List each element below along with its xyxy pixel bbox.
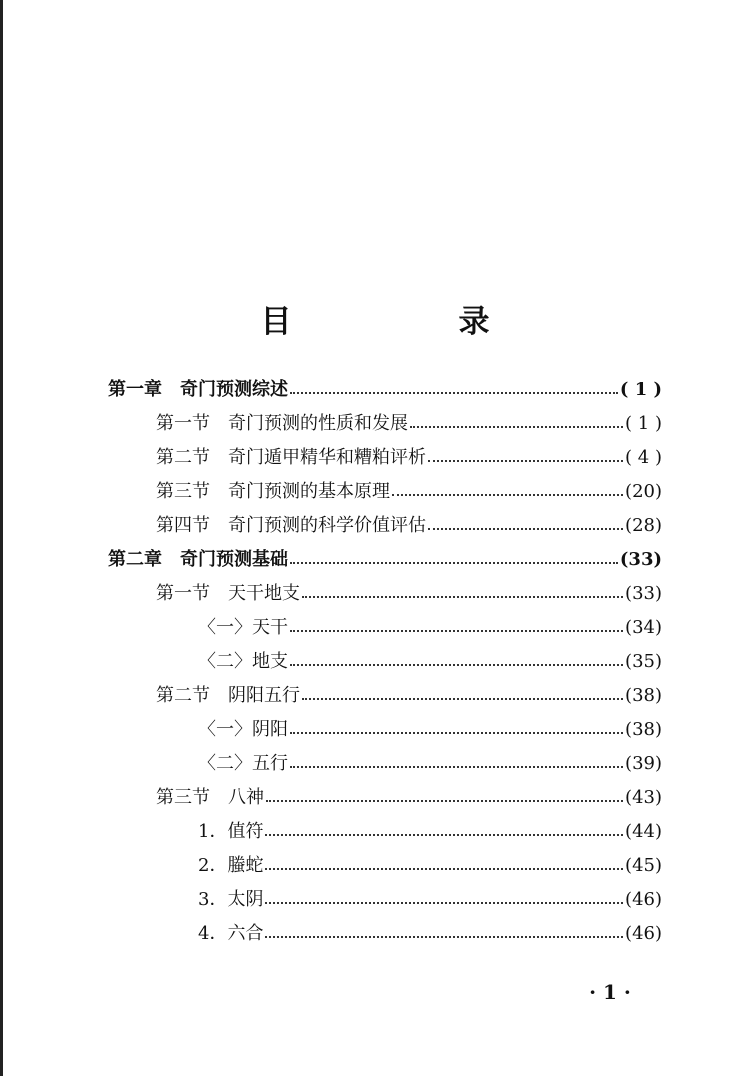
toc-entry-label: 第四节 奇门预测的科学价值评估	[156, 515, 426, 536]
toc-entry-label: 第二章 奇门预测基础	[108, 549, 288, 570]
toc-entry[interactable]	[156, 679, 662, 713]
toc-dot-leader	[290, 664, 623, 666]
toc-dot-leader	[428, 528, 623, 530]
page-number: · 1 ·	[589, 980, 631, 1004]
page-edge-rule	[0, 0, 3, 1076]
toc-entry[interactable]	[198, 883, 662, 917]
toc-dot-leader	[290, 392, 618, 394]
toc-entry[interactable]	[156, 577, 662, 611]
toc-dot-leader	[410, 426, 623, 428]
toc-entry-page: (43)	[625, 787, 662, 808]
toc-entry-label: 3．太阴	[198, 889, 264, 910]
toc-dot-leader	[290, 562, 618, 564]
toc-entry-page: ( 1 )	[625, 413, 662, 434]
toc-entry-page: (38)	[625, 719, 662, 740]
toc-entry[interactable]	[156, 407, 662, 441]
toc-entry-label: 1．值符	[198, 821, 264, 842]
toc-entry[interactable]	[156, 509, 662, 543]
toc-entry[interactable]	[156, 475, 662, 509]
toc-dot-leader	[266, 800, 623, 802]
toc-entry[interactable]	[198, 815, 662, 849]
toc-dot-leader	[290, 766, 623, 768]
toc-entry-page: (45)	[625, 855, 662, 876]
toc-dot-leader	[428, 460, 623, 462]
toc-entry-page: (38)	[625, 685, 662, 706]
toc-entry-page: (44)	[625, 821, 662, 842]
toc-dot-leader	[265, 868, 623, 870]
toc-entry-label: 第二节 奇门遁甲精华和糟粕评析	[156, 447, 426, 468]
toc-entry-label: 〈一〉阴阳	[198, 719, 288, 740]
toc-entry[interactable]	[198, 917, 662, 951]
toc-entry[interactable]	[198, 713, 662, 747]
toc-entry-page: (34)	[625, 617, 662, 638]
toc-entry-label: 第三节 八神	[156, 787, 264, 808]
toc-entry-label: 第一章 奇门预测综述	[108, 379, 288, 400]
toc-entry[interactable]	[156, 441, 662, 475]
toc-entry-page: (28)	[625, 515, 662, 536]
toc-dot-leader	[265, 902, 623, 904]
toc-entry-page: (46)	[625, 923, 662, 944]
toc-dot-leader	[265, 834, 623, 836]
toc-dot-leader	[290, 732, 623, 734]
toc-entry-page: ( 4 )	[625, 447, 662, 468]
toc-entry[interactable]	[198, 645, 662, 679]
toc-entry-label: 第一节 天干地支	[156, 583, 300, 604]
toc-entry-label: 〈二〉地支	[198, 651, 288, 672]
toc-entry[interactable]	[198, 849, 662, 883]
toc-dot-leader	[302, 596, 623, 598]
toc-entry[interactable]	[108, 543, 662, 577]
toc-entry-label: 第二节 阴阳五行	[156, 685, 300, 706]
toc-entry-label: 4．六合	[198, 923, 264, 944]
toc-entry[interactable]	[198, 611, 662, 645]
toc-entry[interactable]	[198, 747, 662, 781]
toc-entry-label: 第三节 奇门预测的基本原理	[156, 481, 390, 502]
toc-entry-label: 〈一〉天干	[198, 617, 288, 638]
toc-entry[interactable]	[108, 373, 662, 407]
toc-entry-label: 〈二〉五行	[198, 753, 288, 774]
toc-entry-label: 2．螣蛇	[198, 855, 264, 876]
toc-entry[interactable]	[156, 781, 662, 815]
toc-entry-page: (33)	[619, 549, 662, 570]
toc-entry-page: (33)	[625, 583, 662, 604]
toc-dot-leader	[302, 698, 623, 700]
toc-entry-page: (46)	[625, 889, 662, 910]
toc-dot-leader	[290, 630, 623, 632]
page-title: 目 录	[260, 304, 558, 340]
toc-dot-leader	[265, 936, 623, 938]
toc-entry-page: (35)	[625, 651, 662, 672]
toc-entry-page: (20)	[625, 481, 662, 502]
toc-dot-leader	[392, 494, 623, 496]
toc-entry-page: (39)	[625, 753, 662, 774]
toc-entry-page: ( 1 )	[619, 379, 662, 400]
toc-entry-label: 第一节 奇门预测的性质和发展	[156, 413, 408, 434]
